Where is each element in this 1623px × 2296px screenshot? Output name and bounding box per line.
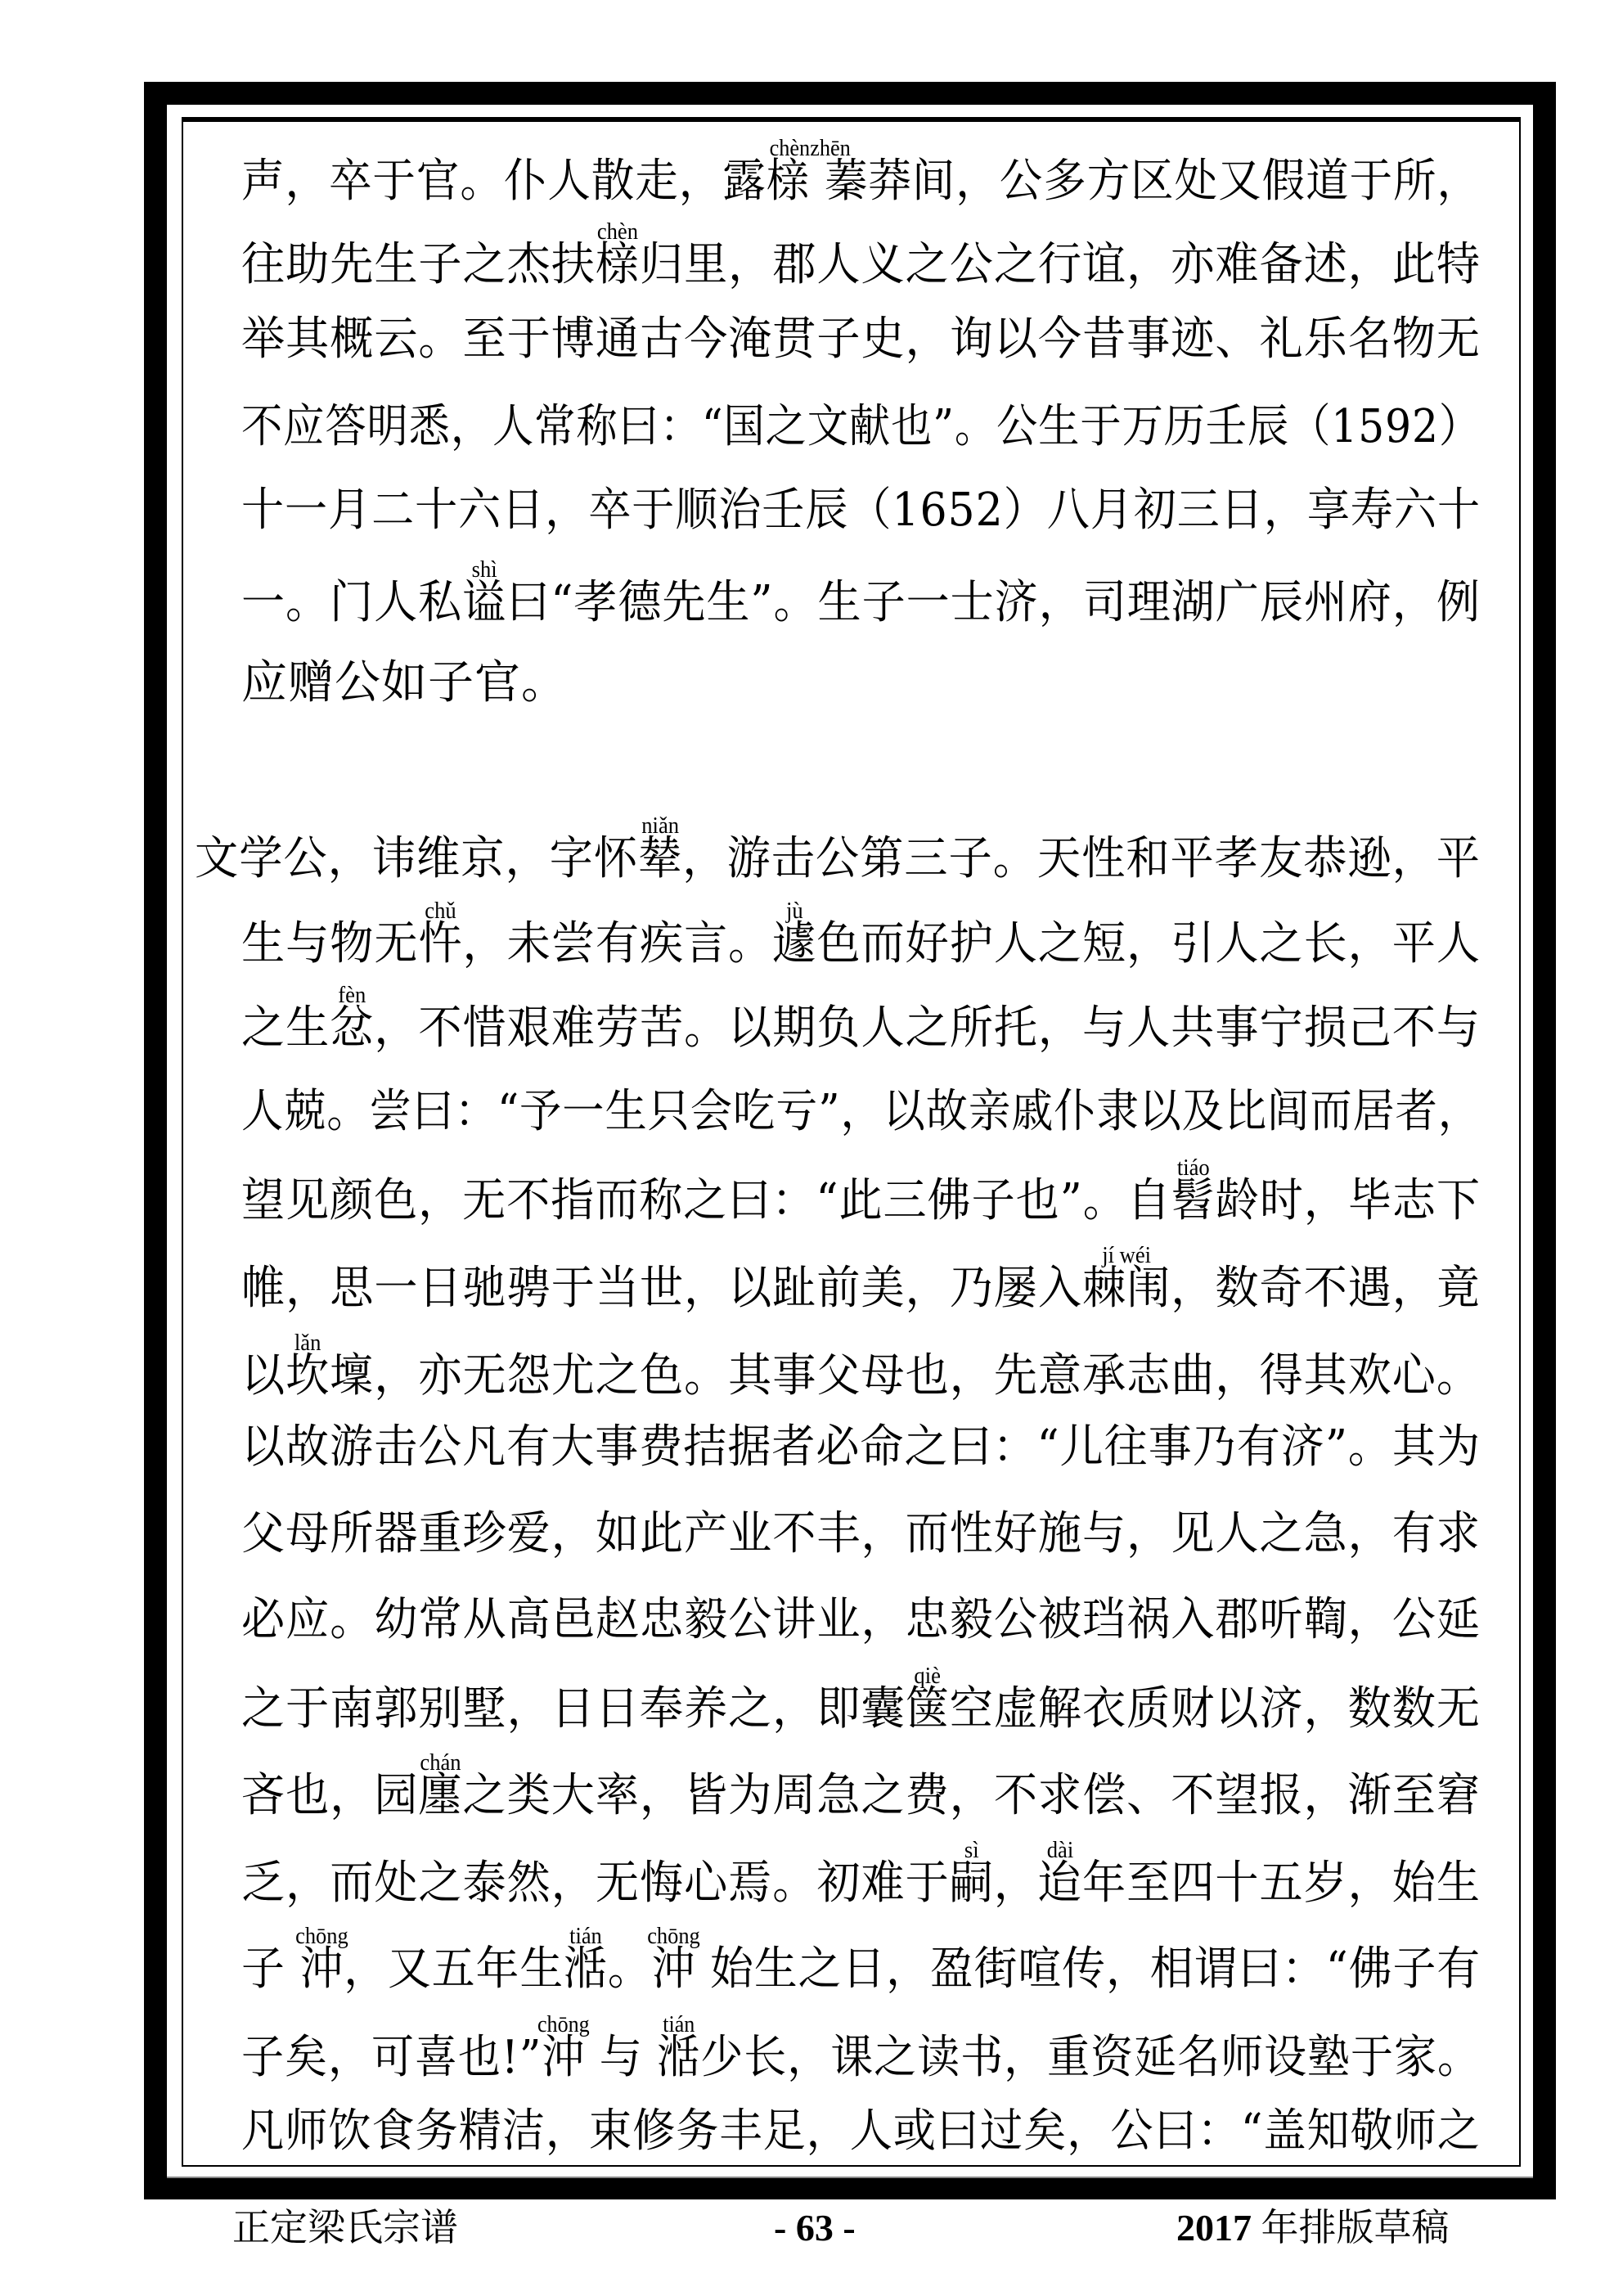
text-line <box>241 484 1481 537</box>
pinyin-annotation: tiáo <box>1176 1155 1210 1181</box>
annotated-character <box>772 898 817 970</box>
text-run: ，游击公第三子。天性和平孝友恭逊，平 <box>682 832 1481 885</box>
footer-year: 2017 <box>1176 2207 1252 2249</box>
text-line <box>241 1508 1481 1560</box>
text-run: 望见颜色，无不指而称之曰：“此三佛子也”。自 <box>241 1174 1171 1227</box>
text-run: 年至四十五岁，始生 <box>1082 1857 1481 1910</box>
character: 湉 <box>564 1943 608 1996</box>
text-line <box>241 313 1481 366</box>
text-line <box>241 983 1481 1055</box>
character: 辇 <box>638 832 683 885</box>
annotated-character <box>418 1750 463 1822</box>
character: 谥 <box>462 576 507 629</box>
text-line <box>241 2012 1481 2084</box>
pinyin-annotation: qiè <box>914 1663 941 1689</box>
text-run: ， <box>993 1857 1038 1910</box>
page-content-box <box>182 117 1521 2167</box>
text-run: 乏，而处之泰然，无悔心焉。初难于 <box>241 1857 950 1910</box>
text-run: 空虚解衣质财以济，数数无 <box>949 1682 1481 1736</box>
annotated-character <box>462 557 507 629</box>
text-run: 声，卒于官。仆人散走，露 <box>241 155 767 208</box>
pinyin-annotation: tián <box>569 1924 602 1949</box>
text-run: 以故游击公凡有大事费拮据者必命之曰：“儿往事乃有济”。其为 <box>241 1420 1481 1474</box>
text-run: 人兢。尝曰：“予一生只会吃亏”，以故亲戚仆隶以及比闾而居者， <box>241 1085 1481 1138</box>
character: 廛 <box>418 1769 463 1822</box>
text-line <box>241 1243 1481 1315</box>
annotated-character <box>418 898 463 970</box>
text-run: 归里，郡人义之公之行谊，亦难备述，此特 <box>639 238 1481 291</box>
character: 湉 <box>657 2031 701 2084</box>
footer-draft-label: 年排版草稿 <box>1252 2207 1450 2249</box>
text-line <box>241 1594 1481 1646</box>
text-line <box>241 557 1481 629</box>
text-line <box>241 219 1481 291</box>
text-run: 文学公，讳维京，字怀 <box>195 832 639 885</box>
pinyin-annotation: chōng <box>295 1924 348 1949</box>
character: 箧 <box>905 1682 950 1736</box>
text-run: 蓁 <box>810 155 869 208</box>
pinyin-annotation: chǔ <box>425 898 456 924</box>
text-line <box>241 401 1481 453</box>
footer-book-title: 正定梁氏宗谱 <box>232 2207 458 2249</box>
character: 迨 <box>1037 1857 1083 1910</box>
text-line <box>241 898 1481 970</box>
text-run: ，又五年生 <box>344 1943 564 1996</box>
pinyin-annotation: chōng <box>647 1924 700 1949</box>
text-run: 色而好护人之短，引人之长，平人 <box>816 917 1481 970</box>
pinyin-annotation: niǎn <box>641 813 680 839</box>
footer-draft-note <box>1176 2199 1450 2257</box>
text-run: 应赠公如子官。 <box>241 656 568 709</box>
footer-page-number: - 63 - <box>774 2207 856 2249</box>
text-run: ，不惜艰难劳苦。以期负人之所托，与人共事宁损己不与 <box>374 1002 1481 1055</box>
text-run: 曰“孝德先生”。生子一士济，司理湖广辰州府，例 <box>506 576 1481 629</box>
text-run: 之于南郭别墅，日日奉养之，即囊 <box>241 1682 906 1736</box>
character: 髫 <box>1171 1174 1216 1227</box>
text-run: 之类大率，皆为周急之费，不求偿、不望报，渐至窘 <box>462 1769 1481 1822</box>
annotated-character <box>638 813 683 885</box>
pinyin-annotation: chōng <box>537 2012 590 2037</box>
text-line <box>241 657 568 709</box>
annotated-character <box>537 2012 590 2084</box>
character: 棘闱 <box>1082 1262 1171 1315</box>
character: 沖 <box>542 2031 586 2084</box>
pinyin-annotation: chèn <box>596 219 638 245</box>
text-line <box>241 136 1481 208</box>
character: 榇 <box>595 238 640 291</box>
annotated-character <box>1082 1243 1171 1315</box>
text-run: 与 <box>585 2031 658 2084</box>
pinyin-annotation: fèn <box>338 983 366 1008</box>
pinyin-annotation: dài <box>1046 1838 1074 1863</box>
text-line <box>241 1421 1481 1474</box>
text-run: 不应答明悉，人常称曰：“国之文献也”。公生于万历壬辰（1592） <box>241 400 1481 453</box>
text-run: 凡师饮食务精洁，束修务丰足，人或曰过矣，公曰：“盖知敬师之 <box>241 2105 1481 2158</box>
annotated-character <box>285 1330 330 1402</box>
annotated-character <box>295 1924 348 1996</box>
text-run: 子 <box>241 1943 300 1996</box>
pinyin-annotation: jí wéi <box>1102 1243 1152 1268</box>
pinyin-annotation: tián <box>663 2012 695 2037</box>
text-line <box>241 1924 1481 1996</box>
text-line <box>241 1750 1481 1822</box>
character: 忿 <box>330 1002 375 1055</box>
pinyin-annotation: jù <box>786 898 803 924</box>
annotated-character <box>949 1838 994 1910</box>
text-run: 十一月二十六日，卒于顺治壬辰（1652）八月初三日，享寿六十 <box>241 484 1481 537</box>
text-run: 子矣，可喜也!” <box>241 2031 542 2084</box>
pinyin-annotation: sì <box>964 1838 979 1863</box>
character: 遽 <box>772 917 817 970</box>
text-run: 以 <box>241 1349 286 1402</box>
character: 忤 <box>418 917 463 970</box>
text-line <box>241 1330 1481 1402</box>
pinyin-annotation: lǎn <box>294 1330 321 1356</box>
character: 嗣 <box>949 1857 994 1910</box>
text-line <box>241 1663 1481 1736</box>
pinyin-annotation: chán <box>420 1750 461 1776</box>
text-run: 始生之日，盈街喧传，相谓曰：“佛子有 <box>695 1943 1481 1996</box>
text-run: 父母所器重珍爱，如此产业不丰，而性好施与，见人之急，有求 <box>241 1507 1481 1560</box>
text-run: ，数奇不遇，竟 <box>1171 1262 1481 1315</box>
text-run: 生与物无 <box>241 917 419 970</box>
text-line <box>195 813 1481 885</box>
text-run: 帷，思一日驰骋于当世，以趾前美，乃屡入 <box>241 1262 1083 1315</box>
pinyin-annotation: chènzhēn <box>769 136 851 161</box>
text-run: 壈，亦无怨尤之色。其事父母也，先意承志曲，得其欢心。 <box>330 1349 1481 1402</box>
character: 沖 <box>651 1943 696 1996</box>
text-run: 龄时，毕志下 <box>1215 1174 1481 1227</box>
annotated-character <box>766 136 851 208</box>
text-run: 举其概云。至于博通古今淹贯子史，询以今昔事迹、礼乐名物无 <box>241 313 1481 366</box>
text-run: ，未尝有疾言。 <box>462 917 773 970</box>
annotated-character <box>1037 1838 1083 1910</box>
text-run: 之生 <box>241 1002 330 1055</box>
text-line <box>241 1838 1481 1910</box>
annotated-character <box>657 2012 701 2084</box>
pinyin-annotation: shì <box>471 557 497 583</box>
text-run: 莽间，公多方区处又假道于所， <box>868 155 1481 208</box>
annotated-character <box>1171 1155 1216 1227</box>
text-line <box>241 1155 1481 1227</box>
text-run: 往助先生子之杰扶 <box>241 238 596 291</box>
character: 坎 <box>285 1349 330 1402</box>
annotated-character <box>564 1924 608 1996</box>
text-run: 一。门人私 <box>241 576 463 629</box>
text-run: 少长，课之读书，重资延名师设塾于家。 <box>700 2031 1481 2084</box>
text-line <box>241 2105 1481 2158</box>
character: 榇 <box>766 155 811 208</box>
annotated-character <box>647 1924 700 1996</box>
text-run: 必应。幼常从高邑赵忠毅公讲业，忠毅公被珰祸入郡听鞫，公延 <box>241 1593 1481 1646</box>
annotated-character <box>595 219 640 291</box>
text-run: 吝也，园 <box>241 1769 419 1822</box>
character: 沖 <box>299 1943 344 1996</box>
text-run: 。 <box>607 1943 652 1996</box>
text-line <box>241 1086 1481 1138</box>
annotated-character <box>905 1663 950 1736</box>
annotated-character <box>330 983 375 1055</box>
